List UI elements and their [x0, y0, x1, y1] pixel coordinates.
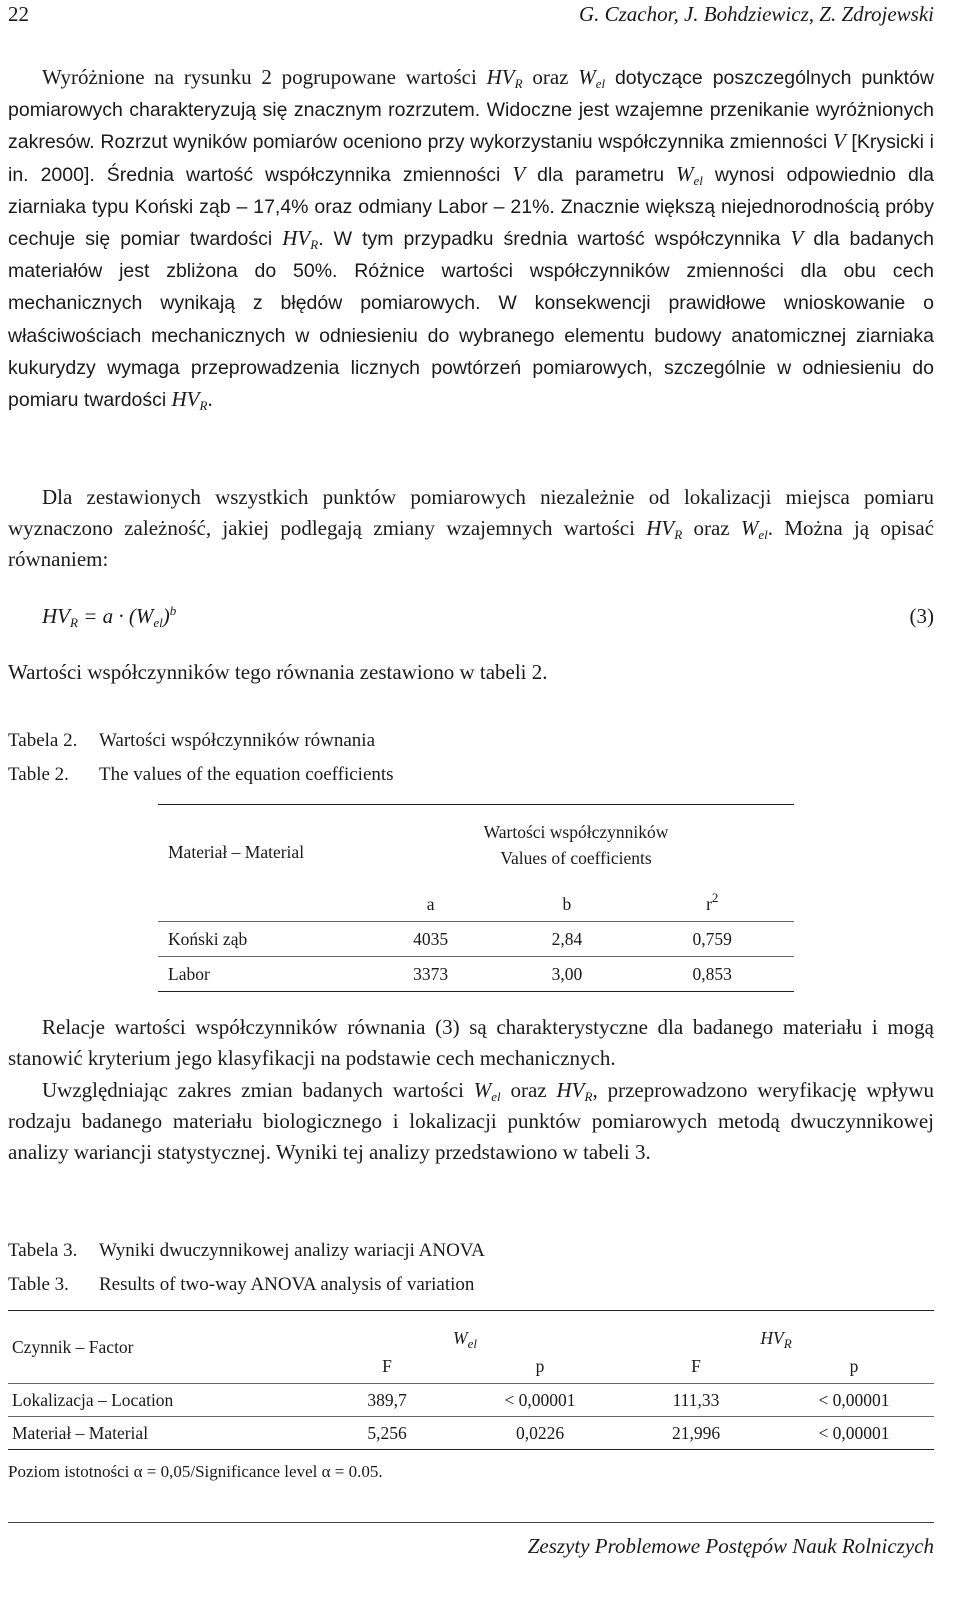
- table-cell: 2,84: [551, 928, 583, 949]
- table-header-row: [158, 805, 794, 878]
- table3-caption-en: Table 3. Results of two-way ANOVA analysis of variation: [8, 1274, 475, 1295]
- table-header-cell: $HV_R$: [760, 1328, 792, 1351]
- table3-caption-pl: Tabela 3. Wyniki dwuczynnikowej analizy wariacji ANOVA: [8, 1240, 485, 1261]
- table-header-cell: b: [562, 893, 572, 914]
- table-cell: < 0,00001: [504, 1389, 576, 1410]
- table-header-cell: F: [382, 1355, 392, 1376]
- table-header-cell: Czynnik – Factor: [12, 1336, 134, 1357]
- table-header-cell: $W_{el}$: [453, 1328, 477, 1351]
- table-header-cell: p: [849, 1355, 859, 1376]
- table-cell: 21,996: [671, 1422, 721, 1443]
- table-cell: < 0,00001: [818, 1389, 890, 1410]
- table-row: [8, 1417, 934, 1450]
- table-header-cell: $r^2$: [706, 889, 719, 914]
- table-header-cell: p: [535, 1355, 545, 1376]
- equation-number: (3): [909, 604, 934, 628]
- paragraph-variability: Wyróżnione na rysunku 2 pogrupowane wartości $HV_R$ oraz $W_{el}$ dotyczące poszczególnych punktów pomiarowych charakteryzują się znacznym rozrzutem. Widoczne jest wzajemne przenikanie wyróżnionych zakresów. Rozrzut wyników pomiarów oceniono przy wykorzystaniu współczynnika zmienności V [Krysicki i in. 2000]. Średnia wartość współczynnika zmienności V dla parametru $W_{el}$ wynosi odpowiednio dla ziarniaka typu Koński ząb – 17,4% oraz odmiany Labor – 21%. Znacznie większą niejednorodnością próby cechuje się pomiar twardości $HV_R$. W tym przypadku średnia wartość współczynnika V dla badanych materiałów jest zbliżona do 50%. Różnice wartości współczynników zmienności dla obu cech mechanicznych wynikają z błędów pomiarowych. W konsekwencji prawidłowe wnioskowanie o właściwościach mechanicznych w odniesieniu do wybranego elementu budowy anatomicznej ziarniaka kukurydzy wymaga przeprowadzenia licznych powtórzeń pomiarowych, szczególnie w odniesieniu do pomiaru twardości $HV_R$.: [8, 65, 935, 414]
- equation-body: $HV_R = a \cdot (W_{el})^b$: [42, 603, 177, 630]
- footer-divider: [8, 1522, 934, 1523]
- paragraph-relationship: Dla zestawionych wszystkich punktów pomiarowych niezależnie od lokalizacji miejsca pomiaru wyznaczono zależność, jakiej podlegają zmiany wzajemnych wartości $HV_R$ oraz $W_{el}$. Można ją opisać równaniem:: [8, 485, 935, 572]
- table-header-row: [8, 1311, 934, 1350]
- table2-caption-en: Table 2. The values of the equation coefficients: [8, 764, 394, 785]
- paragraph-classification: Relacje wartości współczynników równania (3) są charakterystyczne dla badanego materiału i mogą stanowić kryterium jego klasyfikacji na podstawie cech mechanicznych.: [8, 1015, 934, 1071]
- table-row: [158, 957, 794, 992]
- table-3: [8, 1310, 934, 1450]
- table-cell: 4035: [413, 928, 449, 949]
- table-row: [158, 922, 794, 957]
- journal-footer: Zeszyty Problemowe Postępów Nauk Rolniczych: [527, 1534, 934, 1558]
- running-header-authors: G. Czachor, J. Bohdziewicz, Z. Zdrojewski: [578, 2, 934, 26]
- table-header-cell: F: [691, 1355, 701, 1376]
- paragraph-anova-intro: Uwzględniając zakres zmian badanych wartości $W_{el}$ oraz $HV_R$, przeprowadzono weryfikację wpływu rodzaju badanego materiału biologicznego i lokalizacji punktów pomiarowych metodą dwuczynnikowej analizy wariancji statystycznej. Wyniki tej analizy przedstawiono w tabeli 3.: [8, 1078, 934, 1165]
- table-2: [158, 804, 794, 992]
- table-cell: Materiał – Material: [12, 1422, 149, 1443]
- table-cell: 389,7: [367, 1389, 407, 1410]
- table-cell: 0,759: [692, 928, 732, 949]
- running-header: [8, 2, 934, 30]
- table-subheader-row: [158, 887, 794, 922]
- table-header-cell: Materiał – Material: [168, 841, 305, 862]
- table-cell: 3373: [413, 963, 449, 984]
- table-cell: < 0,00001: [818, 1422, 890, 1443]
- table-cell: 5,256: [367, 1422, 407, 1443]
- table-group-header: Wartości współczynników Values of coefficients: [483, 822, 669, 868]
- table-cell: 0,0226: [515, 1422, 565, 1443]
- table-cell: 0,853: [692, 963, 732, 984]
- table-cell: Lokalizacja – Location: [12, 1389, 174, 1410]
- table-cell: Koński ząb: [168, 928, 248, 949]
- table-cell: 3,00: [551, 963, 583, 984]
- table-cell: 111,33: [672, 1389, 720, 1410]
- table-cell: Labor: [168, 963, 210, 984]
- table-row: [8, 1384, 934, 1417]
- page-number: 22: [8, 2, 29, 26]
- sentence-table-ref: Wartości współczynników tego równania zestawiono w tabeli 2.: [8, 660, 548, 684]
- table-header-cell: a: [426, 893, 435, 914]
- table2-caption-pl: Tabela 2. Wartości współczynników równania: [8, 730, 376, 751]
- table3-significance-note: Poziom istotności α = 0,05/Significance level α = 0.05.: [8, 1462, 383, 1481]
